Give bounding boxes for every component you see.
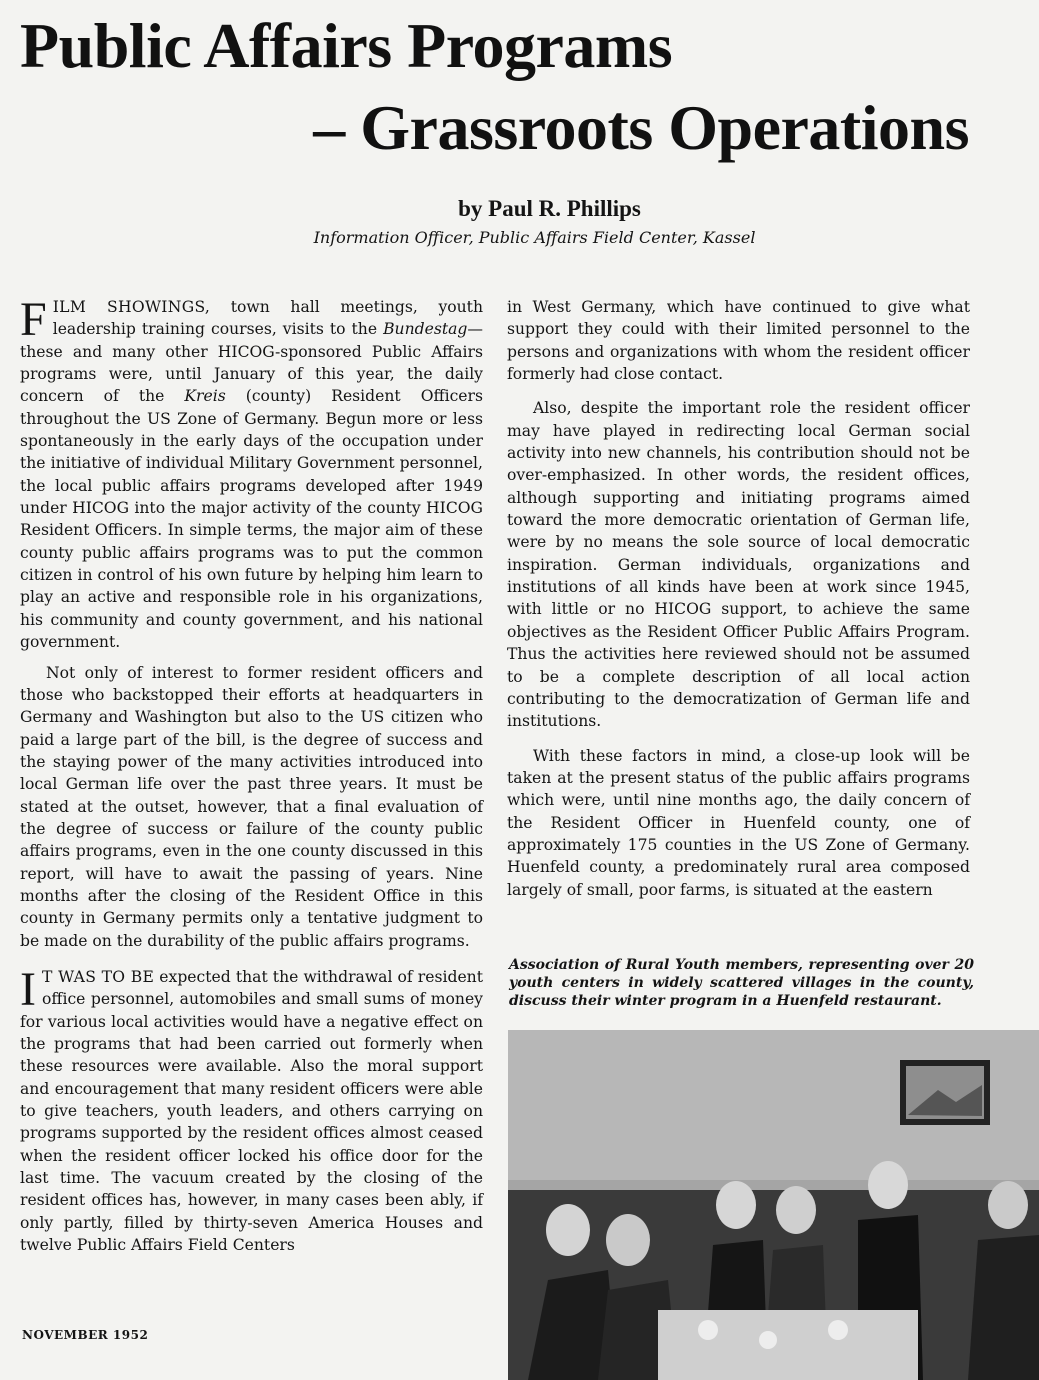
author-affiliation: Information Officer, Public Affairs Field Center, Kassel [313,228,756,247]
paragraph-text: expected that the withdrawal of resident office personnel, automobiles and small sums of money for various local activities would have a negative effect on the programs that had been carried out formerly when these resources were available. Also the moral support and encouragement that many resident officers were able to give teachers, youth leaders, and others carrying on programs supported by the resident offices almost ceased when the resident officer locked his office door for the last time. The vacuum created by the closing of the resident offices has, however, in many cases been ably, if only partly, filled by thirty-seven America Houses and twelve Public Affairs Field Centers [20,967,483,1255]
photo-caption: Association of Rural Youth members, representing over 20 youth centers in widely scattered villages in the county, discuss their winter program in a Huenfeld restaurant. [509,957,974,1009]
paragraph-2: Not only of interest to former resident officers and those who backstopped their efforts at headquarters in Germany and Washington but also to the US citizen who paid a large part of the bill, is the degree of success and the staying power of the many activities introduced into local German life over the past three years. It must be stated at the outset, however, that a final evaluation of the degree of success or failure of the county public affairs programs, even in the one county discussed in this report, will have to await the passing of years. Nine months after the closing of the Resident Office in this county in Germany permits only a tentative judgment to be made on the durability of the public affairs programs. [20,663,483,950]
paragraph-1 [20,293,483,654]
lead-in-caps: ILM SHOWINGS, [52,298,211,316]
paragraph-text: (county) Resident Officers throughout the US Zone of Germany. Begun more or less spontaneously in the early days of the occupation under the initiative of individual Military Government personnel, the local public affairs programs developed after 1949 under HICOG into the major activity of the county HICOG Resident Officers. In simple terms, the major aim of these county public affairs programs was to put the common citizen in control of his own future by helping him learn to play an active and responsible role in his organizations, his community and county government, and his national government. [20,387,483,652]
left-column [20,293,483,1264]
lead-in-caps: T WAS TO BE [41,967,155,986]
paragraph-continued: in West Germany, which have continued to give what support they could with their limited personnel to the persons and organizations with whom the resident officer formerly had close contact. [507,298,970,384]
meeting-photo-illustration [508,1030,1039,1380]
paragraph-3: With these factors in mind, a close-up look will be taken at the present status of the public affairs programs which were, until nine months ago, the daily concern of the Resident Officer in Huenfeld county, one of approximately 175 counties in the US Zone of Germany. Huenfeld county, a predominately rural area composed largely of small, poor farms, is situated at the eastern [507,746,970,899]
paragraph-3 [20,962,483,1256]
right-column [507,296,970,909]
article-title-line-1: Public Affairs Programs [20,10,673,81]
byline: by Paul R. Phillips [458,196,641,221]
italic-term-bundestag: Bundestag [383,320,468,339]
paragraph-2: Also, despite the important role the resident officer may have played in redirecting local German social activity into new channels, his contribution should not be over-emphasized. In other words, the resident offices, although supporting and initiating programs aimed toward the more democratic orientation of German life, were by no means the sole source of local democratic inspiration. German individuals, organizations and institutions of all kinds have been at work since 1945, with little or no HICOG support, to achieve the same objectives as the Resident Officer Public Affairs Program. Thus the activities here reviewed should not be assumed to be a complete description of all local action contributing to the democratization of German life and institutions. [507,399,970,731]
drop-cap: I [20,962,36,1016]
article-title-line-2: – Grassroots Operations [313,92,969,163]
paragraph-text: —these and many other HICOG-sponsored Public Affairs programs were, until January of this year, the daily concern of the [20,320,483,406]
drop-cap: F [20,293,47,346]
meeting-photo [508,1030,1039,1380]
paragraph-text: town hall meetings, youth leadership training courses, visits to the [52,298,483,339]
issue-date-footer: NOVEMBER 1952 [22,1328,149,1342]
italic-term-kreis: Kreis [184,387,226,406]
